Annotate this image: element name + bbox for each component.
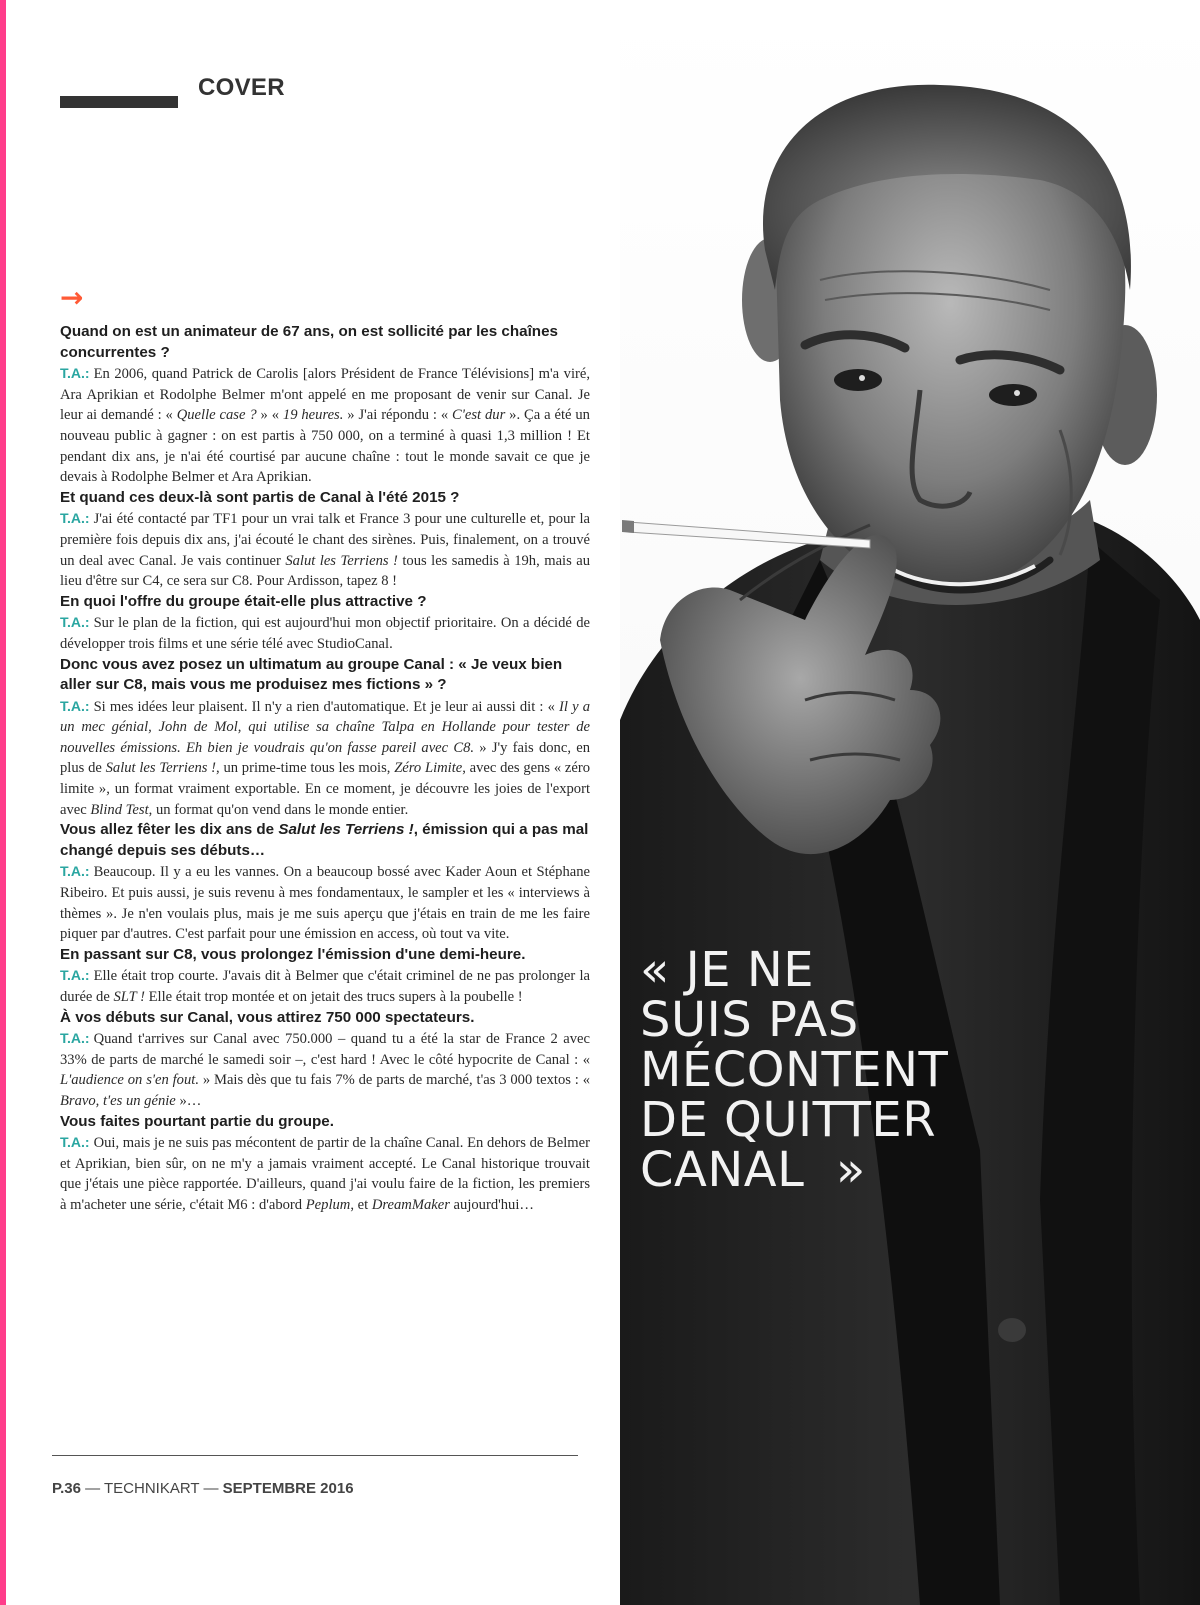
answer-speaker-label: T.A.: (60, 863, 90, 880)
interview-question: Quand on est un animateur de 67 ans, on est sollicité par les chaînes concurrentes ? (60, 323, 558, 361)
interview-answer (60, 696, 590, 821)
portrait-illustration (620, 0, 1200, 1605)
interview-question: Vous faites pourtant partie du groupe. (60, 1112, 334, 1130)
interview-question: Et quand ces deux-là sont partis de Canal à l'été 2015 ? (60, 488, 460, 506)
interview-question: En passant sur C8, vous prolongez l'émission d'une demi-heure. (60, 945, 526, 963)
answer-text: Elle était trop courte. J'avais dit à Belmer que c'était criminel de ne pas prolonger la durée de SLT ! Elle était trop montée et on jetait des trucs supers à la poubelle ! (60, 968, 590, 1005)
answer-speaker-label: T.A.: (60, 510, 90, 527)
answer-text: Si mes idées leur plaisent. Il n'y a rien d'automatique. Et je leur ai aussi dit : « Il y a un mec génial, John de Mol, qui utilise sa chaîne Talpa en Hollande pour tester de nouvelles émissions. Eh bien je voudrais qu'on fasse pareil avec C8. » J'y fais donc, en plus de Salut les Terriens !, un prime-time tous les mois, Zéro Limite, avec des gens « zéro limite », un format vraiment exportable. En ce moment, je découvre les joies de l'export avec Blind Test, un format qu'on vend dans le monde entier. (60, 698, 590, 818)
answer-text: J'ai été contacté par TF1 pour un vrai talk et France 3 pour une culturelle et, pour la première fois depuis dix ans, j'ai écouté le chant des sirènes. Puis, finalement, on a trouvé un deal avec Canal. Je vais continuer Salut les Terriens ! tous les samedis à 19h, mais au lieu d'être sur C4, ce sera sur C8. Pour Ardisson, tapez 8 ! (60, 511, 591, 590)
interview-answer (60, 1132, 590, 1215)
portrait-photo (620, 0, 1200, 1605)
footer-separator: — (80, 1480, 105, 1497)
answer-speaker-label: T.A.: (60, 1030, 90, 1047)
interview-answer (60, 612, 590, 654)
arrow-right-icon: → (60, 281, 84, 314)
interview-answer (60, 965, 590, 1007)
answer-text: En 2006, quand Patrick de Carolis [alors Président de France Télévisions] m'a viré, Ara Aprikian et Rodolphe Belmer m'ont appelé en me proposant de venir sur Canal. Je leur ai demandé : « Quelle case ? » « 19 heures. » J'ai répondu : « C'est dur ». Ça a été un nouveau public à gagner : on est partis à 750 000, on a terminé à quasi 1,3 million ! Et pendant dix ans, je n'ai été courtisé par aucune chaîne : tout le monde savait ce que je devais à Rodolphe Belmer et Ara Aprikian. (60, 366, 590, 486)
interview-answer (60, 861, 590, 944)
answer-speaker-label: T.A.: (60, 697, 90, 714)
footer-separator: — (199, 1480, 223, 1497)
interview-answer (60, 1028, 590, 1111)
interview-article (60, 322, 590, 1216)
page-edge-stripe (0, 0, 6, 1605)
answer-speaker-label: T.A.: (60, 614, 90, 631)
page-footer (52, 1480, 354, 1497)
footer-divider (52, 1455, 578, 1456)
answer-text: Oui, mais je ne suis pas mécontent de partir de la chaîne Canal. En dehors de Belmer et Aprikian, bien sûr, on ne m'y a jamais vraiment accepté. Le Canal historique trouvait que j'étais une pièce rapportée. D'ailleurs, quand j'ai voulu faire de la fiction, les premiers à m'acheter une série, c'était M6 : d'abord Peplum, et DreamMaker aujourd'hui… (60, 1135, 590, 1213)
answer-text: Beaucoup. Il y a eu les vannes. On a beaucoup bossé avec Kader Aoun et Stéphane Ribeiro. Et puis aussi, je suis revenu à mes fondamentaux, le sampler et les « interviews à thèmes ». Je n'en voulais plus, mais je me suis aperçu que j'étais en train de me les faire piquer par d'autres. C'est parfait pour une émission en access, où tout va vite. (60, 864, 590, 943)
answer-text: Quand t'arrives sur Canal avec 750.000 – quand tu a été la star de France 2 avec 33% de parts de marché le samedi soir –, c'est hard ! Avec le côté hypocrite de Canal : « L'audience on s'en fout. » Mais dès que tu fais 7% de parts de marché, t'as 3 000 textos : « Bravo, t'es un génie »… (60, 1031, 590, 1109)
answer-speaker-label: T.A.: (60, 1134, 90, 1151)
issue-date: SEPTEMBRE 2016 (222, 1480, 354, 1497)
answer-speaker-label: T.A.: (60, 967, 90, 984)
interview-question: Donc vous avez posez un ultimatum au groupe Canal : « Je veux bien aller sur C8, mais vous me produisez mes fictions » ? (60, 655, 563, 694)
interview-question: En quoi l'offre du groupe était-elle plus attractive ? (60, 592, 427, 610)
interview-answer (60, 363, 590, 488)
section-label: COVER (198, 74, 285, 101)
pull-quote: « JE NE SUIS PAS MÉCONTENT DE QUITTER CANAL » (640, 942, 949, 1198)
interview-question: Vous allez fêter les dix ans de Salut les Terriens !, émission qui a pas mal changé depuis ses débuts… (60, 821, 589, 859)
magazine-name: TECHNIKART (104, 1480, 200, 1497)
answer-text: Sur le plan de la fiction, qui est aujourd'hui mon objectif prioritaire. On a décidé de développer trois films et une série télé avec StudioCanal. (60, 615, 590, 652)
interview-question: À vos débuts sur Canal, vous attirez 750 000 spectateurs. (60, 1008, 475, 1026)
interview-answer (60, 508, 590, 591)
page-number: P.36 (52, 1480, 81, 1497)
answer-speaker-label: T.A.: (60, 365, 90, 382)
section-bar (60, 96, 178, 108)
